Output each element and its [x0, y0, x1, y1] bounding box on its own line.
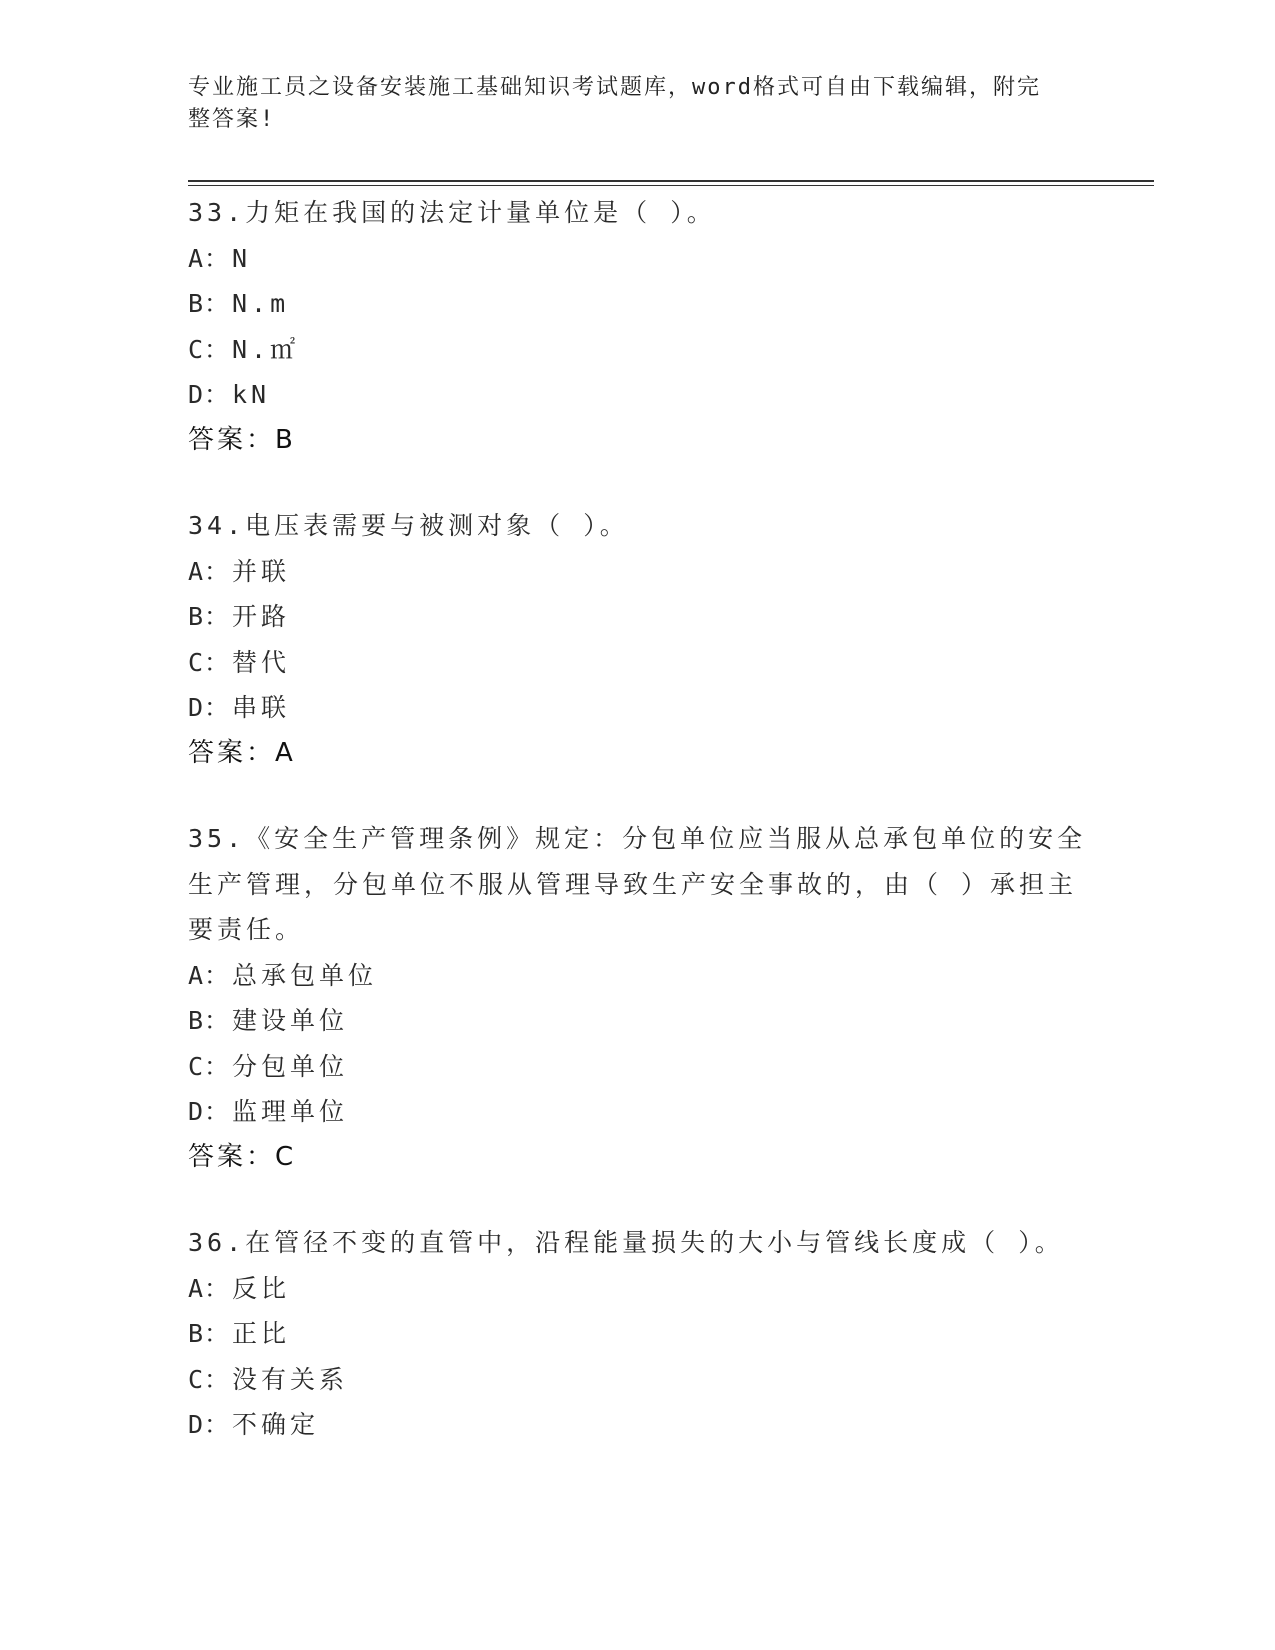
document-header	[188, 72, 1068, 136]
question-stem-line: 要责任。	[188, 915, 305, 944]
option-b	[188, 1311, 1088, 1357]
option-letter: C：	[188, 1051, 231, 1081]
answer-line: 答案：C	[188, 1141, 297, 1172]
option-d	[188, 1402, 1088, 1448]
option-d	[188, 372, 1088, 418]
option-a	[188, 1266, 1088, 1312]
option-a	[188, 236, 1088, 282]
option-d	[188, 685, 1088, 731]
question-33	[188, 190, 1088, 463]
option-text: 建设单位	[232, 1006, 349, 1035]
option-letter: D：	[188, 1410, 231, 1439]
option-letter: A：	[188, 1273, 231, 1303]
option-text: N.m	[232, 289, 290, 318]
option-letter: A：	[188, 243, 231, 273]
option-text: 总承包单位	[232, 960, 378, 990]
option-letter: C：	[188, 334, 231, 364]
question-stem-line: 35.《安全生产管理条例》规定：分包单位应当服从总承包单位的安全	[188, 824, 1087, 853]
option-text: N.㎡	[232, 334, 300, 364]
option-letter: D：	[188, 1097, 231, 1126]
option-a	[188, 953, 1088, 999]
option-letter: C：	[188, 1364, 231, 1394]
option-c	[188, 640, 1088, 686]
option-letter: B：	[188, 1006, 231, 1035]
option-d	[188, 1089, 1088, 1135]
option-b	[188, 998, 1088, 1044]
question-stem: 36.在管径不变的直管中，沿程能量损失的大小与管线长度成（ ）。	[188, 1228, 1064, 1257]
option-letter: D：	[188, 693, 231, 722]
option-text: 替代	[232, 647, 291, 677]
option-text: 正比	[232, 1319, 291, 1348]
option-letter: A：	[188, 556, 231, 586]
option-text: 反比	[232, 1273, 291, 1303]
option-text: N	[232, 243, 252, 273]
header-divider-thick	[188, 180, 1154, 182]
option-text: 不确定	[232, 1410, 320, 1439]
question-34	[188, 503, 1088, 776]
header-divider-thin	[188, 185, 1154, 186]
option-text: 监理单位	[232, 1097, 349, 1126]
answer-line: 答案：A	[188, 737, 296, 768]
question-35	[188, 816, 1088, 1180]
question-36	[188, 1220, 1088, 1448]
option-letter: B：	[188, 289, 231, 318]
header-line-2: 整答案!	[188, 107, 276, 132]
option-letter: A：	[188, 960, 231, 990]
option-c	[188, 1044, 1088, 1090]
question-list	[188, 190, 1088, 1488]
answer-line: 答案：B	[188, 424, 296, 455]
option-b	[188, 594, 1088, 640]
option-b	[188, 281, 1088, 327]
question-stem-line: 生产管理，分包单位不服从管理导致生产安全事故的，由（ ）承担主	[188, 869, 1078, 899]
option-letter: B：	[188, 602, 231, 631]
question-stem: 33.力矩在我国的法定计量单位是（ ）。	[188, 198, 716, 227]
option-a	[188, 549, 1088, 595]
option-letter: B：	[188, 1319, 231, 1348]
option-text: 并联	[232, 556, 291, 586]
header-line-1: 专业施工员之设备安装施工基础知识考试题库，word格式可自由下载编辑，附完	[188, 75, 1041, 100]
question-stem: 34.电压表需要与被测对象（ ）。	[188, 511, 629, 540]
option-c	[188, 327, 1088, 373]
option-text: 开路	[232, 602, 291, 631]
option-c	[188, 1357, 1088, 1403]
option-text: kN	[232, 380, 271, 409]
option-text: 串联	[232, 693, 291, 722]
option-text: 没有关系	[232, 1364, 349, 1394]
option-letter: C：	[188, 647, 231, 677]
option-text: 分包单位	[232, 1051, 349, 1081]
option-letter: D：	[188, 380, 231, 409]
